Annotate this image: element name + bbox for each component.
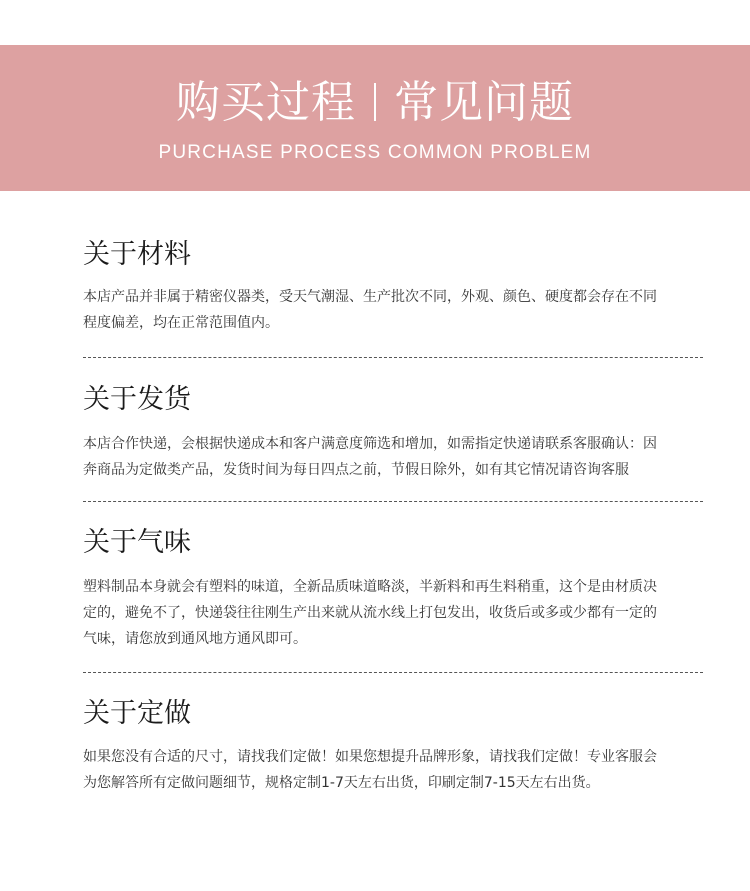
section-body bbox=[83, 744, 703, 796]
body-line: 本店产品并非属于精密仪器类，受天气潮湿、生产批次不同，外观、颜色、硬度都会存在不同 bbox=[83, 289, 657, 305]
section-body bbox=[83, 284, 703, 336]
section-materials bbox=[83, 238, 703, 331]
section-body bbox=[83, 574, 703, 652]
body-line: 如果您没有合适的尺寸，请找我们定做！如果您想提升品牌形象，请找我们定做！专业客服会 bbox=[83, 749, 657, 765]
section-divider bbox=[83, 672, 703, 673]
body-line: 本店合作快递，会根据快递成本和客户满意度筛选和增加，如需指定快递请联系客服确认：因 bbox=[83, 436, 657, 452]
section-odor bbox=[83, 526, 703, 647]
body-line: 奔商品为定做类产品，发货时间为每日四点之前，节假日除外，如有其它情况请咨询客服 bbox=[83, 462, 629, 478]
section-heading: 关于定做 bbox=[83, 698, 191, 729]
section-customization bbox=[83, 697, 703, 791]
section-body bbox=[83, 431, 703, 483]
title-common-problem: 常见问题 bbox=[394, 77, 574, 128]
body-line: 定的，避免不了，快递袋往往刚生产出来就从流水线上打包发出，收货后或多或少都有一定的 bbox=[83, 605, 657, 621]
header-banner bbox=[0, 45, 750, 191]
section-divider bbox=[83, 501, 703, 502]
section-shipping bbox=[83, 383, 703, 478]
section-heading: 关于发货 bbox=[83, 384, 191, 415]
body-line: 塑料制品本身就会有塑料的味道，全新品质味道略淡，半新料和再生料稍重，这个是由材质决 bbox=[83, 579, 657, 595]
section-heading: 关于材料 bbox=[83, 239, 191, 270]
body-line: 气味，请您放到通风地方通风即可。 bbox=[83, 631, 307, 647]
page-title bbox=[0, 75, 750, 131]
title-separator bbox=[374, 83, 376, 121]
section-divider bbox=[83, 357, 703, 358]
title-purchase-process: 购买过程 bbox=[176, 77, 356, 128]
section-heading: 关于气味 bbox=[83, 527, 191, 558]
page-subtitle: PURCHASE PROCESS COMMON PROBLEM bbox=[158, 142, 592, 163]
body-line: 为您解答所有定做问题细节，规格定制1-7天左右出货，印刷定制7-15天左右出货。 bbox=[83, 775, 600, 791]
body-line: 程度偏差，均在正常范围值内。 bbox=[83, 315, 279, 331]
